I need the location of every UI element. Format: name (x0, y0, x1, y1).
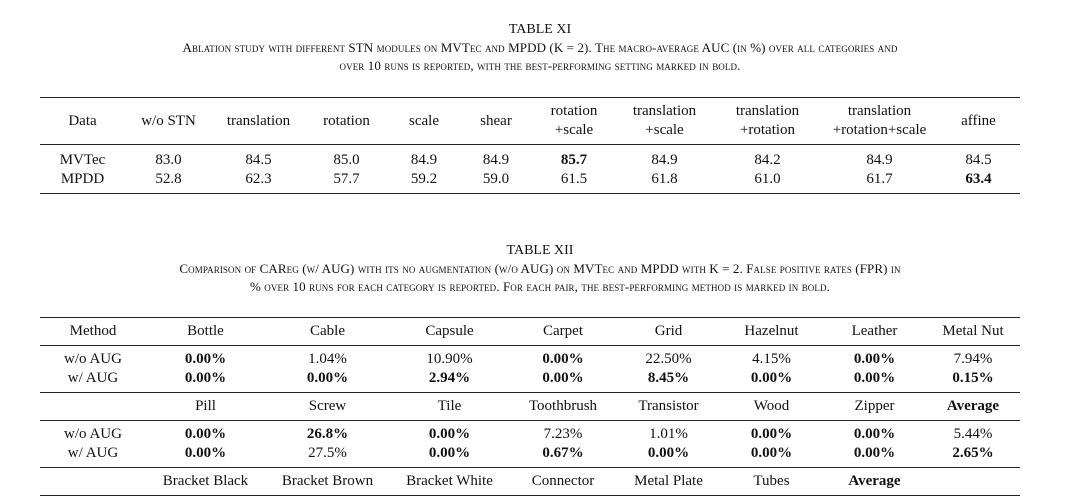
table-header-row (40, 468, 1020, 496)
table-row (40, 369, 1020, 393)
table-header-row-cell: Wood (720, 393, 823, 421)
table-header-row-cell: Cable (265, 318, 390, 346)
table-12-caption (20, 260, 1060, 296)
table-row-cell: 0.00% (542, 351, 584, 367)
table-12 (40, 317, 1020, 496)
table-row-cell: 0.00% (823, 369, 926, 393)
table-header-row-cell: scale (388, 98, 460, 145)
table-row-cell: 0.00% (823, 444, 926, 468)
table-12-title: TABLE XII (506, 243, 574, 258)
table-row-cell: 84.9 (866, 152, 893, 168)
table-header-row-cell: Bracket Black (146, 468, 265, 496)
table-row-cell: 84.9 (651, 152, 678, 168)
table-row-cell: 85.0 (333, 152, 360, 168)
table-row-cell: 63.4 (965, 171, 992, 187)
table-row-cell: 0.00% (750, 426, 793, 442)
table-row-cell: MPDD (60, 171, 105, 187)
table-header-row (40, 98, 1020, 145)
table-row-cell: 0.00% (390, 444, 509, 468)
table-header-row-cell (40, 393, 146, 421)
table-row-cell: 0.00% (184, 426, 227, 442)
caption-line: over 10 runs is reported, with the best-performing setting marked in bold. (339, 58, 741, 73)
table-row-cell: 22.50% (645, 351, 692, 367)
table-row-cell: 7.23% (543, 426, 583, 442)
table-row-cell: 61.5 (560, 171, 588, 187)
table-header-row-cell: translation (212, 98, 305, 145)
table-row (40, 444, 1020, 468)
table-row (40, 346, 1020, 370)
table-row-cell: 0.00% (853, 426, 896, 442)
table-row-cell: 7.94% (953, 351, 993, 367)
table-header-row-cell: translation +rotation+scale (822, 98, 937, 145)
table-header-row-cell: Leather (823, 318, 926, 346)
table-header-row-cell: Tile (390, 393, 509, 421)
table-row-cell: 0.15% (926, 369, 1020, 393)
table-row-cell: 10.90% (426, 351, 473, 367)
table-row-cell: 85.7 (560, 152, 588, 168)
table-row-cell: 2.65% (926, 444, 1020, 468)
table-11-caption (20, 39, 1060, 75)
table-row-cell: 0.67% (509, 444, 617, 468)
table-header-row-cell: Average (926, 393, 1020, 421)
table-header-row-cell: Average (823, 468, 926, 496)
caption-line: Ablation study with different STN modules on MVTec and MPDD (K = 2). The macro-average AUC (in %) over all categories and (182, 40, 898, 55)
table-header-row-cell: shear (460, 98, 532, 145)
table-header-row-cell: Transistor (617, 393, 720, 421)
table-header-row-cell: Zipper (823, 393, 926, 421)
table-header-row (40, 393, 1020, 421)
table-row-cell: 0.00% (146, 444, 265, 468)
table-header-row-cell: Grid (617, 318, 720, 346)
table-header-row-cell: rotation +scale (532, 98, 616, 145)
table-header-row-cell: Connector (509, 468, 617, 496)
table-row-cell: 61.0 (754, 171, 781, 187)
table-row-cell: 62.3 (245, 171, 272, 187)
table-row-cell: 0.00% (184, 351, 227, 367)
table-row-cell: 57.7 (333, 171, 360, 187)
table-header-row-cell: Metal Nut (926, 318, 1020, 346)
table-row-cell: 59.2 (410, 171, 438, 187)
table-row-cell: 0.00% (509, 369, 617, 393)
table-row-cell: w/o AUG (64, 351, 122, 367)
table-row-cell: 0.00% (428, 426, 471, 442)
table-row-cell: 84.2 (754, 152, 781, 168)
table-header-row (40, 318, 1020, 346)
table-row-cell: 27.5% (265, 444, 390, 468)
table-row-cell: 84.5 (965, 152, 992, 168)
table-row (40, 145, 1020, 171)
table-row-cell: 52.8 (155, 171, 182, 187)
table-row-cell: 0.00% (853, 351, 896, 367)
table-row-cell: 4.15% (752, 351, 791, 367)
table-row-cell: 0.00% (617, 444, 720, 468)
table-row-cell: w/o AUG (64, 426, 122, 442)
table-row-cell: MVTec (59, 152, 106, 168)
table-header-row-cell: rotation (305, 98, 388, 145)
table-header-row-cell: Pill (146, 393, 265, 421)
table-header-row-cell: Bottle (146, 318, 265, 346)
table-header-row-cell (926, 468, 1020, 496)
table-row-cell: w/ AUG (40, 444, 146, 468)
table-header-row-cell: affine (937, 98, 1020, 145)
table-row-cell: 84.9 (482, 152, 510, 168)
table-row-cell: w/ AUG (40, 369, 146, 393)
table-row-cell: 1.01% (649, 426, 688, 442)
table-header-row-cell: translation +rotation (713, 98, 822, 145)
table-row-cell: 0.00% (720, 444, 823, 468)
table-row-cell: 0.00% (146, 369, 265, 393)
table-row-cell: 1.04% (308, 351, 347, 367)
table-row-cell: 2.94% (390, 369, 509, 393)
table-row (40, 421, 1020, 445)
table-row-cell: 61.8 (651, 171, 678, 187)
table-11-title: TABLE XI (508, 22, 572, 37)
table-row-cell: 5.44% (953, 426, 993, 442)
table-header-row-cell (40, 468, 146, 496)
table-header-row-cell: Capsule (390, 318, 509, 346)
table-row-cell: 84.9 (410, 152, 438, 168)
table-row-cell: 84.5 (245, 152, 272, 168)
table-header-row-cell: Hazelnut (720, 318, 823, 346)
caption-line: % over 10 runs for each category is reported. For each pair, the best-performing method is marked in bold. (250, 279, 830, 294)
table-row-cell: 26.8% (306, 426, 349, 442)
table-header-row-cell: Bracket White (390, 468, 509, 496)
table-row (40, 170, 1020, 194)
table-header-row-cell: Screw (265, 393, 390, 421)
table-header-row-cell: Bracket Brown (265, 468, 390, 496)
table-header-row-cell: translation +scale (616, 98, 713, 145)
table-header-row-cell: Tubes (720, 468, 823, 496)
table-row-cell: 83.0 (155, 152, 182, 168)
table-header-row-cell: Data (40, 98, 125, 145)
table-row-cell: 0.00% (265, 369, 390, 393)
table-header-row-cell: w/o STN (125, 98, 212, 145)
table-header-row-cell: Carpet (509, 318, 617, 346)
table-header-row-cell: Method (40, 318, 146, 346)
table-11 (40, 97, 1020, 194)
table-row-cell: 0.00% (720, 369, 823, 393)
table-row-cell: 8.45% (617, 369, 720, 393)
table-header-row-cell: Toothbrush (509, 393, 617, 421)
table-header-row-cell: Metal Plate (617, 468, 720, 496)
table-row-cell: 59.0 (482, 171, 510, 187)
table-row-cell: 61.7 (866, 171, 893, 187)
caption-line: Comparison of CAReg (w/ AUG) with its no augmentation (w/o AUG) on MVTec and MPDD with K = 2. False positive rates (FPR) in (179, 261, 901, 276)
